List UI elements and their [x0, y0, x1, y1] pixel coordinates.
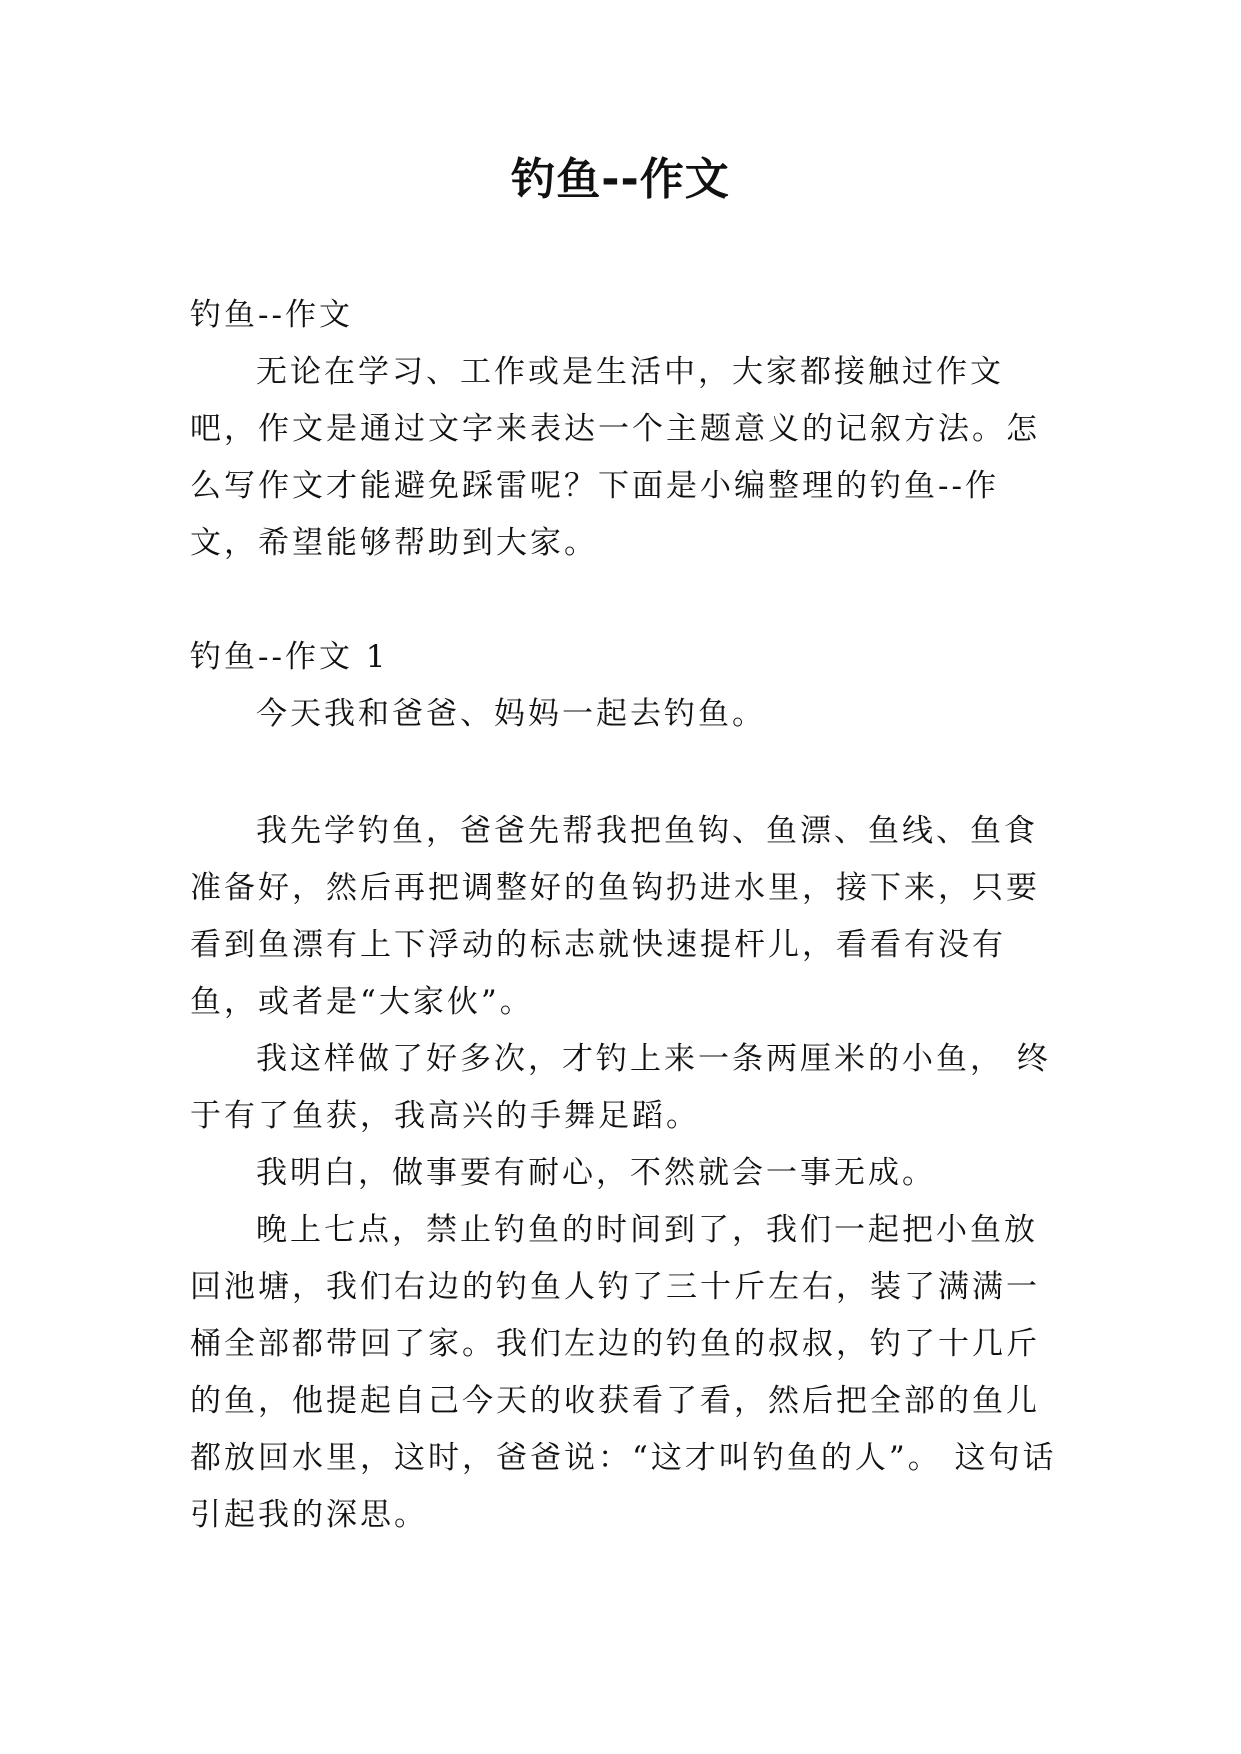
spacer	[190, 743, 1062, 803]
paragraph: 今天我和爸爸、妈妈一起去钓鱼。	[256, 696, 766, 732]
paragraph: 我这样做了好多次，才钓上来一条两厘米的小鱼， 终于有了鱼获，我高兴的手舞足蹈。	[190, 1041, 1051, 1134]
document-body	[190, 287, 1062, 1544]
paragraph: 我先学钓鱼，爸爸先帮我把鱼钩、鱼漂、鱼线、鱼食准备好，然后再把调整好的鱼钩扔进水里，接下来，只要看到鱼漂有上下浮动的标志就快速提杆儿，看看有没有鱼，或者是“大家伙”。	[190, 813, 1040, 1020]
document-title: 钓鱼--作文	[511, 154, 730, 205]
intro-paragraph: 无论在学习、工作或是生活中，大家都接触过作文吧，作文是通过文字来表达一个主题意义的记叙方法。怎么写作文才能避免踩雷呢？下面是小编整理的钓鱼--作文，希望能够帮助到大家。	[190, 354, 1040, 561]
spacer	[190, 572, 1062, 629]
intro-heading: 钓鱼--作文	[190, 297, 353, 333]
section-heading: 钓鱼--作文 1	[190, 639, 389, 675]
paragraph: 我明白，做事要有耐心，不然就会一事无成。	[256, 1155, 936, 1191]
paragraph: 晚上七点，禁止钓鱼的时间到了，我们一起把小鱼放回池塘，我们右边的钓鱼人钓了三十斤左右，装了满满一桶全部都带回了家。我们左边的钓鱼的叔叔，钓了十几斤的鱼，他提起自己今天的收获看了看，然后把全部的鱼儿都放回水里，这时，爸爸说：“这才叫钓鱼的人”。 这句话引起我的深思。	[190, 1212, 1057, 1533]
